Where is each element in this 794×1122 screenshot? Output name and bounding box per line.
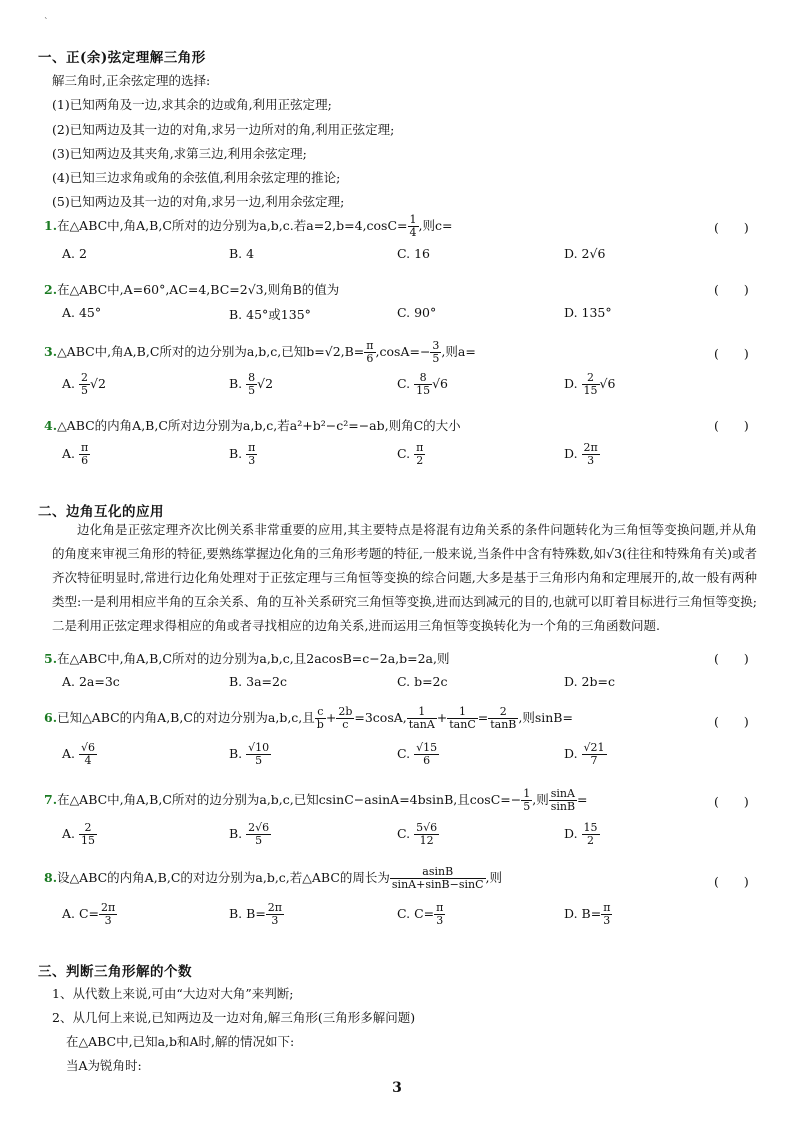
q6-option-d[interactable]: D. $\frac{√21}{7}$ — [564, 741, 605, 767]
q8-option-b[interactable]: B. B= $\frac{2\pi}{3}$ — [229, 901, 283, 927]
question-6 — [44, 706, 573, 731]
sec3-line-0: 1、从代数上来说,可由“大边对大角”来判断; — [52, 986, 294, 1001]
page-number: 3 — [392, 1080, 402, 1096]
q3-option-c[interactable]: C. $\frac{8}{15}$ √6 — [397, 371, 448, 397]
sec3-line-2: 在△ABC中,已知a,b和A时,解的情况如下: — [66, 1034, 295, 1049]
q1-stem-a: 在△ABC中,角A,B,C所对的边分别为a,b,c.若a=2,b=4,cosC= — [57, 218, 408, 233]
q5-number: 5. — [44, 651, 58, 666]
header-mark: ` — [44, 18, 49, 28]
q1-answer-blank[interactable]: ( ) — [714, 220, 749, 235]
q8-option-c[interactable]: C. C= $\frac{\pi}{3}$ — [397, 901, 444, 927]
q8-answer-blank[interactable]: ( ) — [714, 874, 749, 889]
q8-option-d[interactable]: D. B= $\frac{\pi}{3}$ — [564, 901, 611, 927]
q6-option-c[interactable]: C. $\frac{√15}{6}$ — [397, 741, 438, 767]
section-2-title: 二、边角互化的应用 — [38, 504, 164, 520]
q6-number: 6. — [44, 710, 58, 725]
question-4 — [44, 416, 461, 434]
q4-answer-blank[interactable]: ( ) — [714, 418, 749, 433]
q6-answer-blank[interactable]: ( ) — [714, 714, 749, 729]
q3-option-d[interactable]: D. $\frac{2}{15}$ √6 — [564, 371, 616, 397]
q8-number: 8. — [44, 870, 58, 885]
q7-stem-a: 在△ABC中,角A,B,C所对的边分别为a,b,c,已知csinC−asinA=4bsinB,且cosC=− — [57, 792, 522, 807]
sec1-line-5: (5)已知两边及其一边的对角,求另一边,利用余弦定理; — [52, 194, 345, 209]
q6-stem-b: =3cosA, — [354, 710, 407, 725]
q6-fraction-tanC: $\frac{1}{\tan C}$ — [449, 705, 476, 731]
q5-option-d[interactable]: D. 2b=c — [564, 674, 615, 689]
q6-option-b[interactable]: B. $\frac{√10}{5}$ — [229, 741, 270, 767]
q8-stem-b: ,则 — [485, 870, 503, 885]
q6-fraction-tanA: $\frac{1}{\tan A}$ — [408, 705, 435, 731]
q3-number: 3. — [44, 344, 58, 359]
q4-option-c[interactable]: C. $\frac{\pi}{2}$ — [397, 441, 424, 467]
q1-stem-b: ,则c= — [418, 218, 453, 233]
q1-number: 1. — [44, 218, 58, 233]
q6-fraction-tanB: $\frac{2}{\tan B}$ — [490, 705, 517, 731]
q5-option-b[interactable]: B. 3a=2c — [229, 674, 287, 689]
question-7 — [44, 788, 588, 813]
q5-answer-blank[interactable]: ( ) — [714, 651, 749, 666]
q7-fraction-1-5: $\frac{1}{5}$ — [523, 787, 531, 813]
q3-fraction-1: $\frac{\pi}{6}$ — [366, 339, 374, 365]
q7-option-a[interactable]: A. $\frac{2}{15}$ — [62, 821, 95, 847]
sec1-line-3: (3)已知两边及其夹角,求第三边,利用余弦定理; — [52, 146, 307, 161]
question-3 — [44, 340, 476, 365]
q1-option-d[interactable]: D. 2√6 — [564, 246, 606, 261]
q4-option-a[interactable]: A. $\frac{\pi}{6}$ — [62, 441, 89, 467]
question-8 — [44, 866, 502, 891]
q6-plus: + — [325, 710, 337, 725]
q1-fraction: $\frac{1}{4}$ — [409, 213, 417, 239]
q4-option-d[interactable]: D. $\frac{2\pi}{3}$ — [564, 441, 598, 467]
q7-stem-b: ,则 — [532, 792, 549, 807]
q1-option-a[interactable]: A. 2 — [62, 246, 87, 261]
question-2 — [44, 280, 339, 298]
q4-option-b[interactable]: B. $\frac{\pi}{3}$ — [229, 441, 256, 467]
q6-stem-a: 已知△ABC的内角A,B,C的对边分别为a,b,c,且 — [57, 710, 315, 725]
q1-option-c[interactable]: C. 16 — [397, 246, 430, 261]
q2-option-d[interactable]: D. 135° — [564, 305, 612, 320]
sec3-line-3: 当A为锐角时: — [66, 1058, 142, 1073]
q2-answer-blank[interactable]: ( ) — [714, 282, 749, 297]
q6-equals: = — [477, 710, 489, 725]
sec1-line-1: (1)已知两角及一边,求其余的边或角,利用正弦定理; — [52, 97, 332, 112]
q2-number: 2. — [44, 282, 58, 297]
q5-stem: 在△ABC中,角A,B,C所对的边分别为a,b,c,且2acosB=c−2a,b=2a,则 — [57, 651, 450, 666]
q6-fraction-c-b: $\frac{c}{b}$ — [316, 705, 324, 731]
sec1-line-0: 解三角时,正余弦定理的选择: — [52, 73, 211, 88]
q8-option-a[interactable]: A. C= $\frac{2\pi}{3}$ — [62, 901, 116, 927]
q6-stem-c: ,则sinB= — [518, 710, 573, 725]
q7-option-b[interactable]: B. $\frac{2√6}{5}$ — [229, 821, 270, 847]
q2-option-a[interactable]: A. 45° — [62, 305, 102, 320]
q7-option-c[interactable]: C. $\frac{5√6}{12}$ — [397, 821, 438, 847]
q8-stem-a: 设△ABC的内角A,B,C的对边分别为a,b,c,若△ABC的周长为 — [57, 870, 390, 885]
question-1 — [44, 214, 452, 239]
section-1-title: 一、正(余)弦定理解三角形 — [38, 50, 206, 66]
q7-answer-blank[interactable]: ( ) — [714, 794, 749, 809]
q3-stem-a: △ABC中,角A,B,C所对的边分别为a,b,c,已知b=√2,B= — [57, 344, 365, 359]
q6-plus-2: + — [436, 710, 448, 725]
sec3-line-1: 2、从几何上来说,已知两边及一边对角,解三角形(三角形多解问题) — [52, 1010, 416, 1025]
q7-option-d[interactable]: D. $\frac{15}{2}$ — [564, 821, 598, 847]
q4-number: 4. — [44, 418, 58, 433]
sec1-line-4: (4)已知三边求角或角的余弦值,利用余弦定理的推论; — [52, 170, 341, 185]
question-5 — [44, 649, 449, 667]
q5-option-a[interactable]: A. 2a=3c — [62, 674, 120, 689]
q5-option-c[interactable]: C. b=2c — [397, 674, 448, 689]
q3-fraction-2: $\frac{3}{5}$ — [432, 339, 440, 365]
q3-option-b[interactable]: B. $\frac{8}{5}$ √2 — [229, 371, 274, 397]
q7-number: 7. — [44, 792, 58, 807]
section-3-title: 三、判断三角形解的个数 — [38, 964, 192, 980]
q8-fraction-perimeter: $\frac{asinB}{\sin A+\sin B-\sin C}$ — [391, 865, 484, 891]
q1-option-b[interactable]: B. 4 — [229, 246, 255, 261]
sec1-line-2: (2)已知两边及其一边的对角,求另一边所对的角,利用正弦定理; — [52, 122, 395, 137]
q2-stem: 在△ABC中,A=60°,AC=4,BC=2√3,则角B的值为 — [57, 282, 340, 297]
q3-stem-b: ,cosA=− — [375, 344, 431, 359]
q7-stem-c: = — [577, 792, 588, 807]
q3-stem-c: ,则a= — [441, 344, 476, 359]
q2-option-c[interactable]: C. 90° — [397, 305, 437, 320]
q3-option-a[interactable]: A. $\frac{2}{5}$ √2 — [62, 371, 106, 397]
section-2-paragraph: 边化角是正弦定理齐次比例关系非常重要的应用,其主要特点是将混有边角关系的条件问题转化为三角恒等变换问题,并从角的角度来审视三角形的特征,要熟练掌握边化角的三角形考题的特征,一般来说,当条件中含有特殊数,如√3(往往和特殊角有关)或者齐次特征明显时,常进行边化角处理对于正弦定理与三角恒等变换的综合问题,大多是基于三角形内角和定理展开的,故一般有两种类型:一是利用相应半角的互余关系、角的互补关系研究三角恒等变换,进而达到减元的目的,也就可以盯着目标进行三角恒等变换;二是利用正弦定理求得相应的角或者寻找相应的边角关系,进而运用三角恒等变换转化为一个角的三角函数问题. — [52, 522, 757, 633]
q2-option-b[interactable]: B. 45°或135° — [229, 307, 311, 322]
q6-fraction-2b-c: $\frac{2b}{c}$ — [338, 705, 353, 731]
q6-option-a[interactable]: A. $\frac{√6}{4}$ — [62, 741, 96, 767]
q7-fraction-sinA-sinB: $\frac{\sin A}{\sin B}$ — [550, 787, 576, 813]
q3-answer-blank[interactable]: ( ) — [714, 346, 749, 361]
q4-stem: △ABC的内角A,B,C所对边分别为a,b,c,若a²+b²−c²=−ab,则角C的大小 — [57, 418, 461, 433]
